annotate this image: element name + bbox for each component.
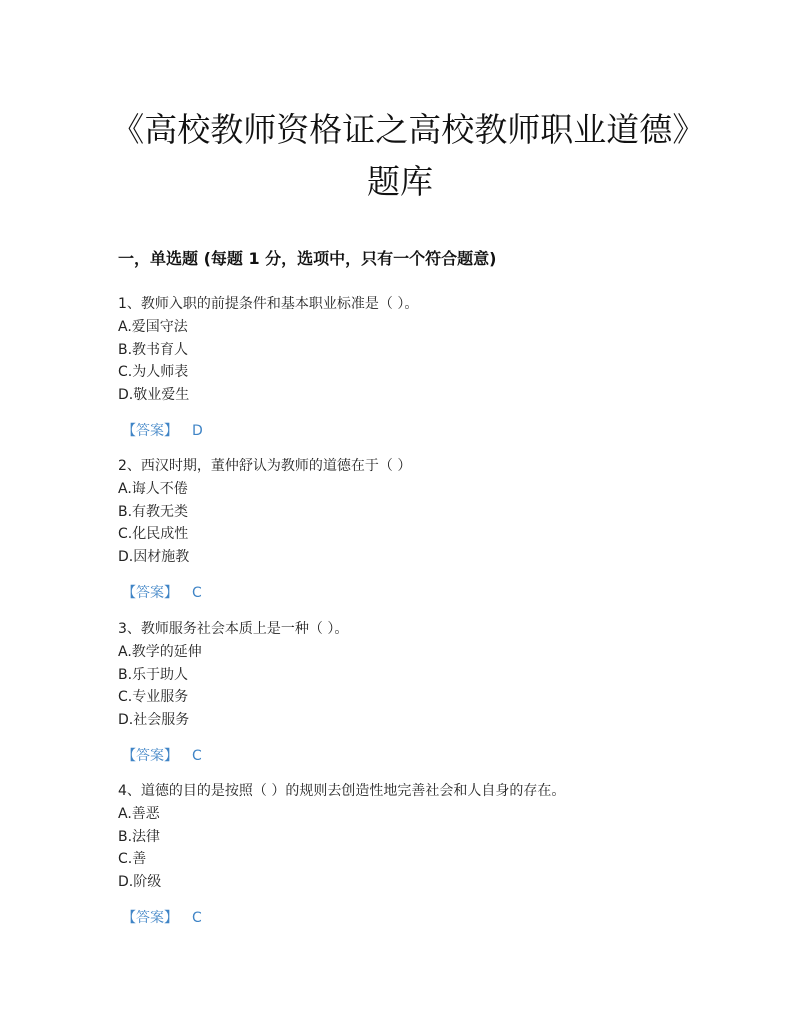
option-c: C.化民成性 [118,526,189,542]
question-stem: 1、教师入职的前提条件和基本职业标准是（ ）。 [118,296,419,312]
option-d: D.阶级 [118,873,162,890]
option-a: A.诲人不倦 [118,481,188,497]
option-b: B.法律 [118,828,161,845]
option-b: B.有教无类 [118,503,189,520]
option-a: A.教学的延伸 [118,644,202,660]
answer-label: 【答案】 [122,585,178,601]
option-a: A.善恶 [118,806,160,822]
answer-row [118,582,718,604]
option-b: B.教书育人 [118,341,189,358]
option-d: D.社会服务 [118,711,190,728]
answer-value: C [192,585,202,601]
option-c: C.专业服务 [118,689,189,705]
question-4 [118,780,718,929]
answer-row [118,420,718,442]
question-stem: 3、教师服务社会本质上是一种（ ）。 [118,621,349,637]
section-heading: 一，单选题 (每题 1 分，选项中，只有一个符合题意) [118,249,497,268]
answer-value: C [192,748,202,764]
answer-value: D [192,423,203,439]
answer-label: 【答案】 [122,423,178,439]
answer-row [118,745,718,767]
question-3 [118,618,718,767]
document-title: 《高校教师资格证之高校教师职业道德》题库 [111,110,689,201]
option-a: A.爱国守法 [118,319,188,335]
question-2 [118,455,718,604]
question-1 [118,293,718,442]
option-c: C.善 [118,851,147,867]
option-b: B.乐于助人 [118,666,189,683]
question-stem: 4、道德的目的是按照（ ）的规则去创造性地完善社会和人自身的存在。 [118,783,566,799]
answer-label: 【答案】 [122,910,178,926]
question-stem: 2、西汉时期，董仲舒认为教师的道德在于（ ） [118,458,412,474]
option-d: D.敬业爱生 [118,386,190,403]
answer-label: 【答案】 [122,748,178,764]
answer-value: C [192,910,202,926]
answer-row [118,907,718,929]
option-c: C.为人师表 [118,364,189,380]
option-d: D.因材施教 [118,548,190,565]
